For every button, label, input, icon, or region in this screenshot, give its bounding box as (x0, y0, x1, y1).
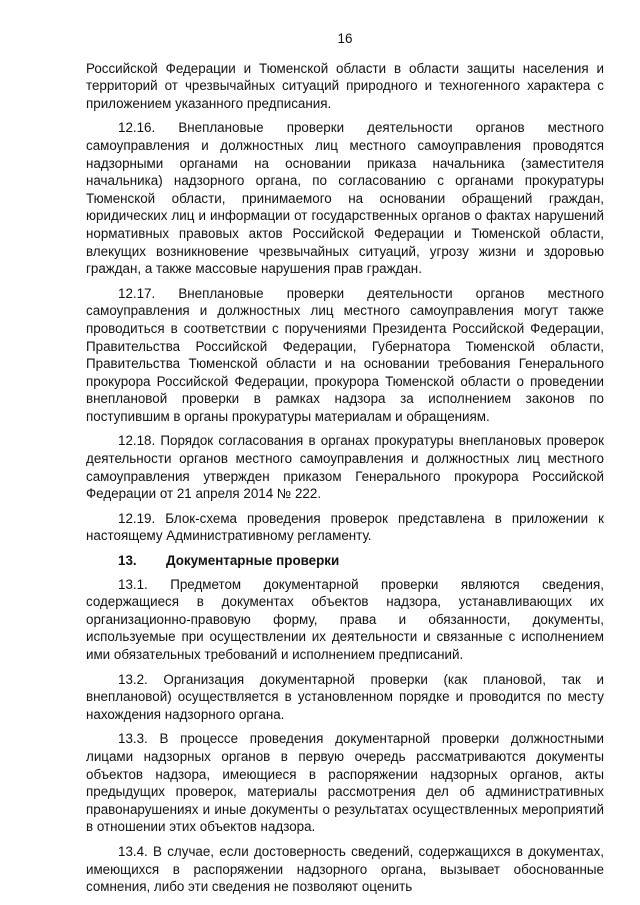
paragraph-13-4: 13.4. В случае, если достоверность сведений, содержащихся в документах, имеющихся в распоряжении надзорного органа, вызывает обоснованные сомнения, либо эти сведения не позволяют оценить (86, 843, 604, 895)
paragraph-12-19: 12.19. Блок-схема проведения проверок представлена в приложении к настоящему Административному регламенту. (86, 510, 604, 544)
page-number: 16 (337, 31, 353, 46)
paragraph-12-16: 12.16. Внеплановые проверки деятельности органов местного самоуправления и должностных лиц местного самоуправления проводятся надзорными органами на основании приказа начальника (заместителя начальника) надзорного органа, по согласованию с органами прокуратуры Тюменской области, принимаемого на основании обращений граждан, юридических лиц и информации от государственных органов о фактах нарушений нормативных правовых актов Российской Федерации и Тюменской области, влекущих возникновение чрезвычайных ситуаций, угрозу жизни и здоровью граждан, а также массовые нарушения прав граждан. (86, 120, 604, 277)
paragraph-12-18: 12.18. Порядок согласования в органах прокуратуры внеплановых проверок деятельности органов местного самоуправления и должностных лиц местного самоуправления утвержден приказом Генерального прокурора Российской Федерации от 21 апреля 2014 № 222. (86, 433, 604, 502)
paragraph-continuation: Российской Федерации и Тюменской области в области защиты населения и территорий от чрезвычайных ситуаций природного и техногенного характера с приложением указанного предписания. (86, 60, 604, 111)
paragraph-13-3: 13.3. В процессе проведения документарной проверки должностными лицами надзорных органов в первую очередь рассматриваются документы объектов надзора, имеющиеся в распоряжении надзорных органов, акты предыдущих проверок, материалы рассмотрения дел об административных правонарушениях и иные документы о результатах осуществленных мероприятий в отношении этих объектов надзора. (86, 731, 604, 835)
paragraph-13-2: 13.2. Организация документарной проверки (как плановой, так и внеплановой) осуществляется в установленном порядке и проводится по месту нахождения надзорного органа. (86, 671, 604, 722)
paragraph-12-17: 12.17. Внеплановые проверки деятельности органов местного самоуправления и должностных лиц местного самоуправления могут также проводиться в соответствии с поручениями Президента Российской Федерации, Правительства Российской Федерации, Губернатора Тюменской области, Правительства Тюменской области и на основании требования Генерального прокурора Российской Федерации, прокурора Тюменской области о проведении внеплановой проверки в рамках надзора за исполнением законов по поступившим в органы прокуратуры материалам и обращениям. (86, 285, 604, 424)
paragraph-13-1: 13.1. Предметом документарной проверки являются сведения, содержащиеся в документах объектов надзора, устанавливающих их организационно-правовую форму, права и обязанности, документы, используемые при осуществлении их деятельности и связанные с исполнением ими обязательных требований и исполнением предписаний. (86, 576, 604, 662)
section-number: 13. (118, 553, 137, 569)
section-title: Документарные проверки (166, 553, 340, 569)
section-heading-13 (86, 552, 604, 570)
